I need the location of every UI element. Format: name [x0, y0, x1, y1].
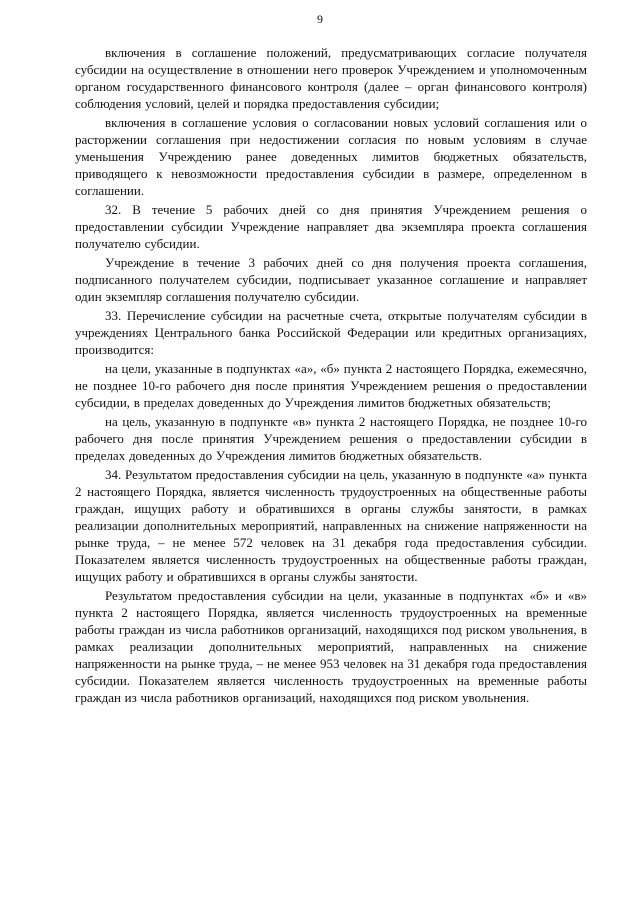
paragraph-result-b-v: Результатом предоставления субсидии на цели, указанные в подпунктах «б» и «в» пункта 2 настоящего Порядка, является численность трудоустроенных на временные работы граждан из числа работников организаций, находящихся под риском увольнения, в рамках реализации дополнительных мероприятий, направленных на снижение напряженности на рынке труда, – не менее 953 человек на 31 декабря года предоставления субсидии. Показателем является численность трудоустроенных на временные работы граждан из числа работников организаций, находящихся под риском увольнения. [75, 588, 587, 705]
document-body [75, 44, 587, 708]
paragraph-agreement-signing: Учреждение в течение 3 рабочих дней со дня получения проекта соглашения, подписанного получателем субсидии, подписывает указанное соглашение и направляет один экземпляр соглашения получателю субсидии. [75, 255, 587, 304]
page-number: 9 [317, 12, 323, 26]
paragraph-inspection-consent: включения в соглашение положений, предусматривающих согласие получателя субсидии на осуществление в отношении него проверок Учреждением и уполномоченным органом государственного финансового контроля (далее – орган финансового контроля) соблюдения условий, целей и порядка предоставления субсидии; [75, 45, 587, 111]
paragraph-clause-34: 34. Результатом предоставления субсидии на цель, указанную в подпункте «а» пункта 2 настоящего Порядка, является численность трудоустроенных на общественные работы граждан, ищущих работу и обратившихся в органы службы занятости, в рамках реализации дополнительных мероприятий, направленных на снижение напряженности на рынке труда, – не менее 572 человек на 31 декабря года предоставления субсидии. Показателем является численность трудоустроенных на общественные работы граждан, ищущих работу и обратившихся в органы службы занятости. [75, 467, 587, 584]
paragraph-purpose-v-transfer: на цель, указанную в подпункте «в» пункта 2 настоящего Порядка, не позднее 10-го рабочего дня после принятия Учреждением решения о предоставлении субсидии в пределах доведенных до Учреждения лимитов бюджетных обязательств. [75, 414, 587, 463]
paragraph-clause-32: 32. В течение 5 рабочих дней со дня принятия Учреждением решения о предоставлении субсидии Учреждение направляет два экземпляра проекта соглашения получателю субсидии. [75, 202, 587, 251]
paragraph-new-conditions: включения в соглашение условия о согласовании новых условий соглашения или о расторжении соглашения при недостижении согласия по новым условиям в случае уменьшения Учреждению ранее доведенных лимитов бюджетных обязательств, приводящего к невозможности предоставления субсидии в размере, определенном в соглашении. [75, 115, 587, 198]
paragraph-clause-33: 33. Перечисление субсидии на расчетные счета, открытые получателям субсидии в учреждениях Центрального банка Российской Федерации или кредитных организациях, производится: [75, 308, 587, 357]
paragraph-monthly-transfer: на цели, указанные в подпунктах «а», «б» пункта 2 настоящего Порядка, ежемесячно, не позднее 10-го рабочего дня после принятия Учреждением решения о предоставлении субсидии, в пределах доведенных до Учреждения лимитов бюджетных обязательств; [75, 361, 587, 410]
